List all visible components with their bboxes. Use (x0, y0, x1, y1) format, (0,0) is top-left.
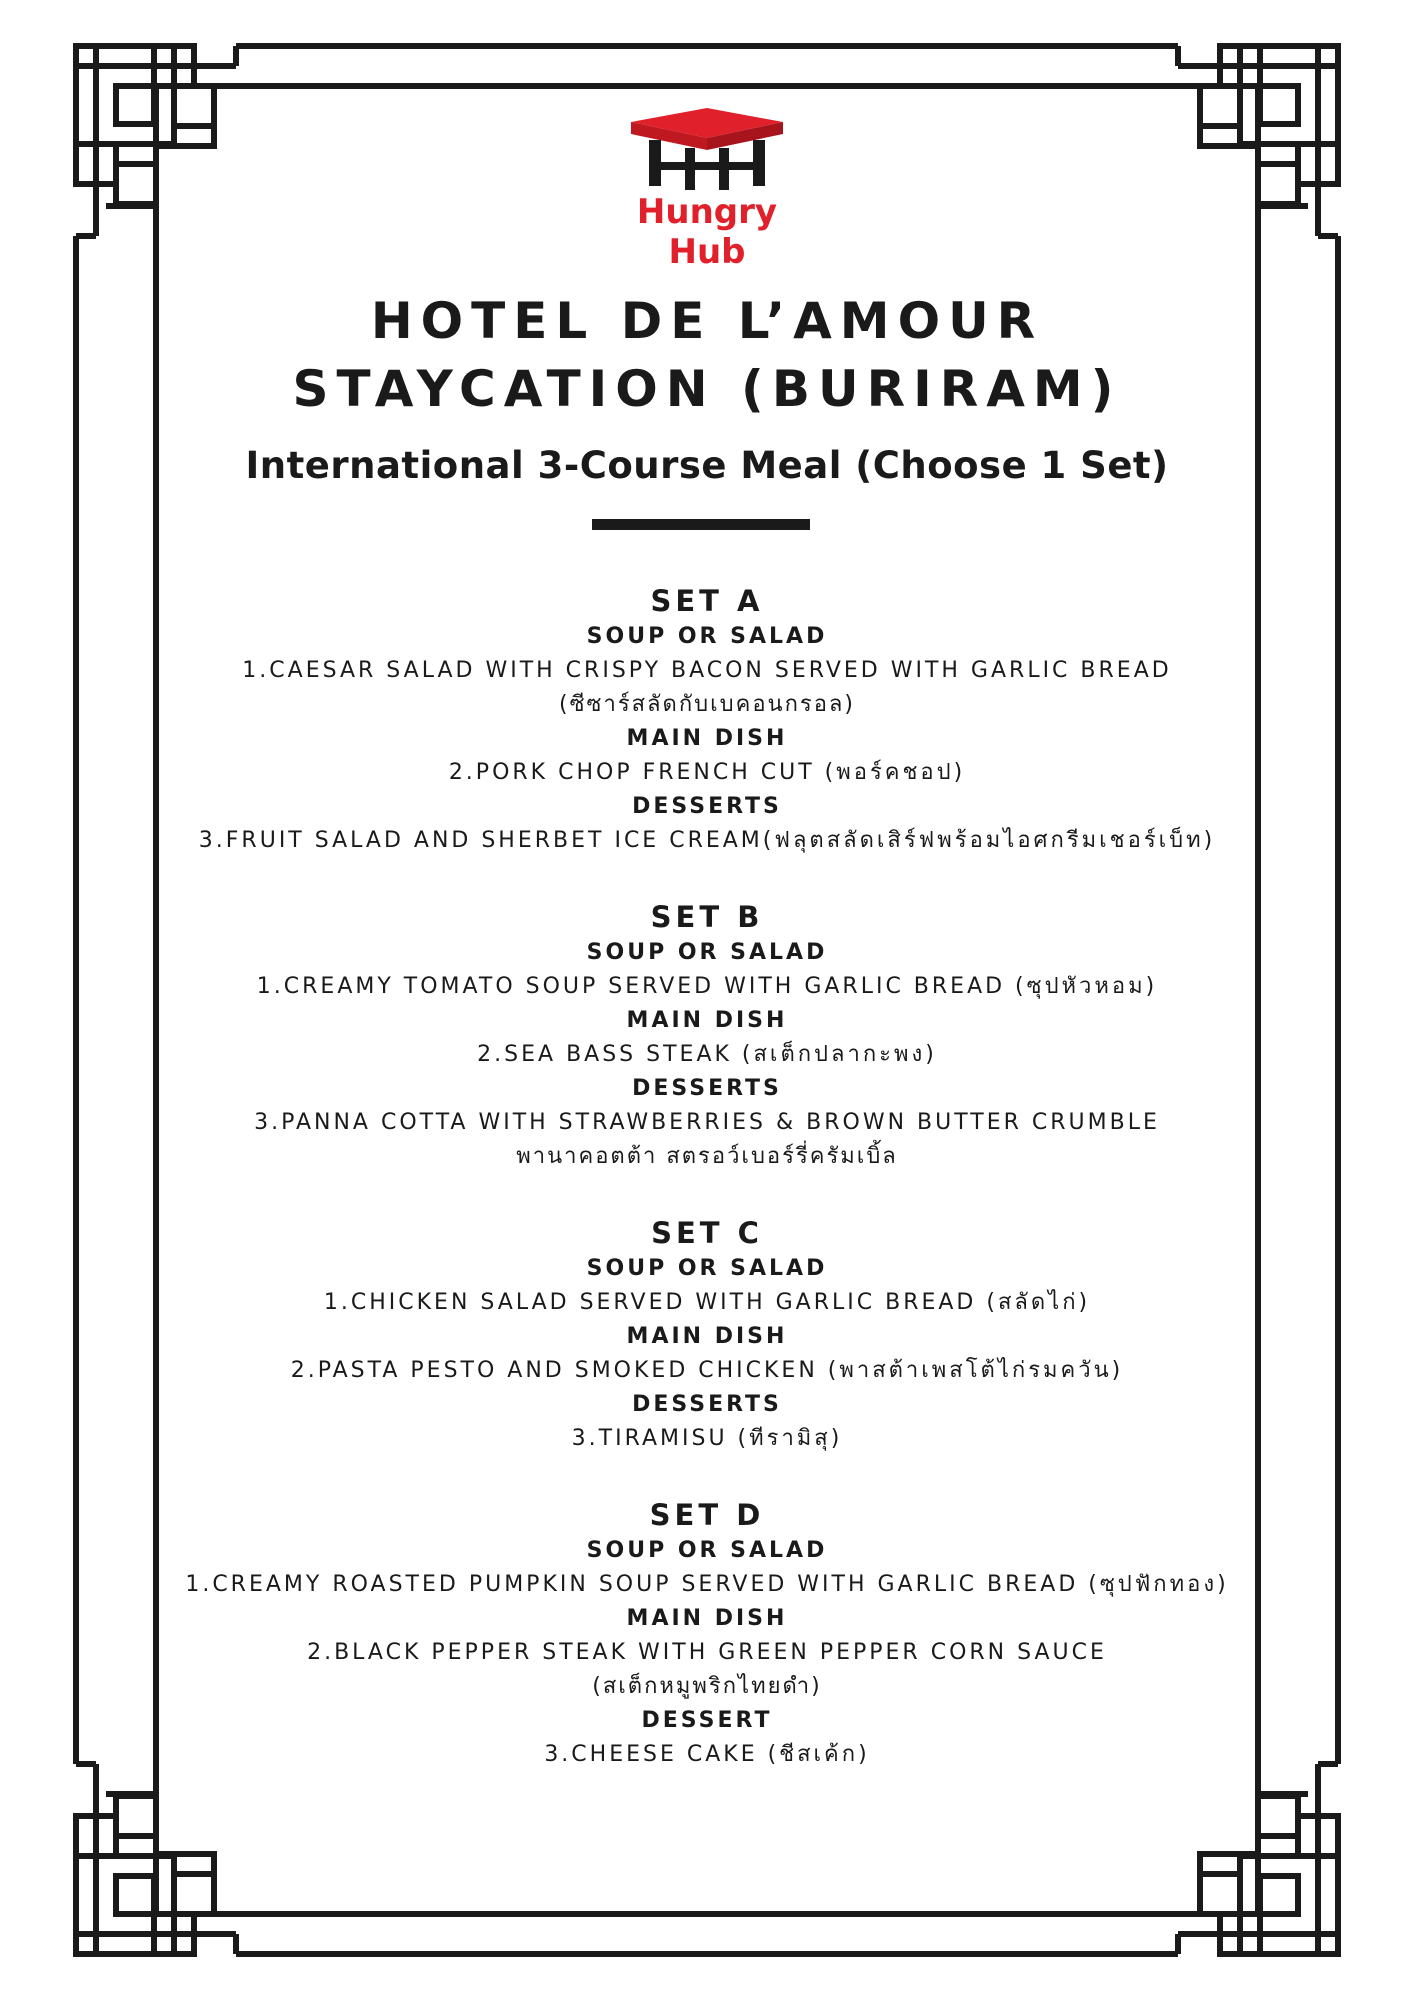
set-title: SET A (650, 584, 764, 618)
course-heading: SOUP OR SALAD (586, 1256, 828, 1281)
course-heading: DESSERT (641, 1708, 773, 1733)
brand-logo-line1: Hungry (636, 192, 778, 232)
menu-item: 2.PASTA PESTO AND SMOKED CHICKEN (พาสต้าเพสโต้ไก่รมควัน) (290, 1358, 1124, 1383)
menu-set-a (0, 582, 1414, 858)
course-heading: MAIN DISH (626, 1606, 788, 1631)
course-heading: DESSERTS (632, 1076, 782, 1101)
page-subtitle: International 3-Course Meal (Choose 1 Set) (245, 444, 1169, 487)
set-title: SET C (651, 1216, 763, 1250)
menu-item: 1.CAESAR SALAD WITH CRISPY BACON SERVED WITH GARLIC BREAD (242, 658, 1172, 683)
menu-item: พานาคอตต้า สตรอว์เบอร์รี่ครัมเบิ้ล (516, 1144, 898, 1169)
menu-item: 1.CREAMY ROASTED PUMPKIN SOUP SERVED WITH GARLIC BREAD (ซุปฟักทอง) (185, 1572, 1229, 1597)
brand-logo-text (600, 192, 814, 272)
title-divider (592, 519, 810, 530)
menu-set-b (0, 898, 1414, 1174)
page-title-line1: HOTEL DE L’AMOUR (370, 292, 1044, 350)
menu-item: 3.TIRAMISU (ทีรามิสุ) (571, 1426, 843, 1451)
course-heading: SOUP OR SALAD (586, 1538, 828, 1563)
menu-item: (ซีซาร์สลัดกับเบคอนกรอล) (559, 692, 855, 717)
course-heading: DESSERTS (632, 1392, 782, 1417)
frame-corner-top-left (76, 46, 236, 236)
course-heading: MAIN DISH (626, 1008, 788, 1033)
course-heading: DESSERTS (632, 794, 782, 819)
frame-corner-bottom-right (1178, 1764, 1338, 1954)
course-heading: SOUP OR SALAD (586, 624, 828, 649)
menu-set-d (0, 1496, 1414, 1772)
set-title: SET B (650, 900, 764, 934)
menu-item: 2.BLACK PEPPER STEAK WITH GREEN PEPPER CORN SAUCE (307, 1640, 1107, 1665)
set-title: SET D (649, 1498, 765, 1532)
course-heading: SOUP OR SALAD (586, 940, 828, 965)
menu-item: (สเต็กหมูพริกไทยดำ) (592, 1674, 822, 1699)
frame-corner-top-right (1178, 46, 1338, 236)
brand-logo-line2: Hub (668, 232, 746, 272)
menu-item: 2.SEA BASS STEAK (สเต็กปลากะพง) (477, 1042, 937, 1067)
page-title-line2: STAYCATION (BURIRAM) (292, 360, 1122, 418)
menu-set-c (0, 1214, 1414, 1456)
menu-item: 3.PANNA COTTA WITH STRAWBERRIES & BROWN BUTTER CRUMBLE (254, 1110, 1160, 1135)
menu-item: 3.FRUIT SALAD AND SHERBET ICE CREAM(ฟลุตสลัดเสิร์ฟพร้อมไอศกรีมเชอร์เบ็ท) (198, 828, 1216, 853)
course-heading: MAIN DISH (626, 726, 788, 751)
menu-item: 2.PORK CHOP FRENCH CUT (พอร์คชอป) (448, 760, 966, 785)
menu-item: 1.CREAMY TOMATO SOUP SERVED WITH GARLIC BREAD (ซุปหัวหอม) (256, 974, 1158, 999)
menu-item: 3.CHEESE CAKE (ชีสเค้ก) (544, 1742, 870, 1767)
course-heading: MAIN DISH (626, 1324, 788, 1349)
frame-corner-bottom-left (76, 1764, 236, 1954)
menu-item: 1.CHICKEN SALAD SERVED WITH GARLIC BREAD (สลัดไก่) (323, 1290, 1091, 1315)
